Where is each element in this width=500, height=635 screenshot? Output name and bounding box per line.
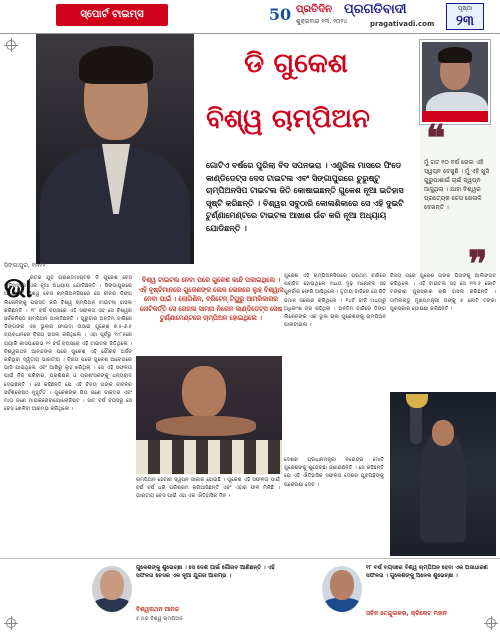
reaction-1-text: ଗୁକେଶଙ୍କୁ ଶୁଭେଚ୍ଛା । ସେ ଦେଶ ପାଇଁ ଗୌରବ ଆଣିଛନ୍ତି । ଏହି ସଫଳତା ଚେସର ଏକ ନୂଆ ଯୁଗର ଆରମ୍ଭ । (136, 565, 275, 580)
reaction-photo-2 (322, 566, 362, 612)
player-face-shape (432, 420, 454, 446)
registration-mark-icon (486, 618, 496, 628)
deck-summary: ଗୋଟିଏ ବର୍ଷରେ ପୁରିଲା ବିଦ ସପନଭରା । ଏଣ୍ଟ୍ରିଲ ମାସରେ ଫିଡେ କାଣ୍ଡିଡେଟ୍ସ ଦେସ ଟାଇଟଲ ଏବଂ ସିଙ୍ଗାପୁରରେ ଚୁରୁଷ୍ଟୁ ଚାମ୍ପିଅନସିପ ଟାଇଟଲ ଜିତି କୋଷାଇଛନ୍ତି ଗୁକେଶ ନୂଆ ଇତିହାସ ସୃଷ୍ଟି କରିଛନ୍ତି । ବିଶ୍ୱର ସବୁଠାରି କୋଳାଶିକାରେ ସେ ଏହି ଦୁଇଟି ଟୁର୍ଣ୍ଣାମେଣ୍ଟରେ ଟାଇଟଲ ଆଖାଶ ଉଁଚ କରି ନୂଆ ଅଧ୍ୟାୟ ଯୋଡିଛନ୍ତି । (206, 161, 404, 233)
logo-part1: ପ୍ରତିଦିନ (296, 4, 332, 15)
body-column-1: ରତର ଯୁବ ଗ୍ରାଣ୍ଡମାଷ୍ଟର ଡି ଗୁକେଶ ଚେସ ଇତିହାସରେ ଏକ ନୂଆ ଅଧ୍ୟାୟ ଯୋଡିଛନ୍ତି । ସିଙ୍ଗାପୁରରେ ଆୟୋଜିତ ବିଶ୍ୱ ଚେସ ଚାମ୍ପିଅନସିପରେ ସେ ଚୀନର ଡିଙ୍ଗ ଲିରେନଙ୍କୁ ପରାସ୍ତ କରି ବିଶ୍ୱ ଚାମ୍ପିଅନ ଟାଇଟଲ ହାସଲ କରିଛନ୍ତି । ୧୮ ବର୍ଷ ବୟସରେ ଏହି ସଫଳତା ସହ ସେ ବିଶ୍ୱର ସର୍ବକନିଷ୍ଠ ଚାମ୍ପିଅନ ପାଲଟିଛନ୍ତି । ଗୁରୁବାର ଅନ୍ତିମ ବାଜିରେ ଡିଙ୍ଗଙ୍କ ଏକ ଭୁଲର ଫାଇଦା ଉଠାଇ ଗୁକେଶ ୭.୫-୬.୫ ବ୍ୟବଧାନରେ ବିଜୟ ହାସଲ କରିଥିଲେ । ଏହା ପୂର୍ବରୁ ୧୯୮୫ରେ ଗ୍ୟାରି କାସପାରୋଭ ୨୨ ବର୍ଷ ବୟସରେ ଏହି ଟାଇଟଲ ଜିତିଥିଲେ । ବିଶ୍ୱନାଥନ ଆନନ୍ଦଙ୍କ ପରେ ଗୁକେଶ ଏହି ଗୌରବ ଅର୍ଜନ କରିଥିବା ଦ୍ୱିତୀୟ ଭାରତୀୟ । ବିଜୟ ପରେ ଗୁକେଶ ଆବେଗରେ ଭାସି ଯାଇଥିଲେ ଏବଂ ଆଖିରୁ ଲୁହ ଝରିଥିଲା । ସେ ଏହି ସଫଳତା ପାଇଁ ନିଜ ପରିବାର, ପ୍ରଶିକ୍ଷକ ଓ ପ୍ରଶଂସକଙ୍କୁ ଧନ୍ୟବାଦ ଦେଇଛନ୍ତି । ସେ କହିଛନ୍ତି ଯେ ଏହି ବିଜୟ ତାଙ୍କ ଜୀବନର ସର୍ବଶ୍ରେଷ୍ଠ ମୁହୂର୍ତ୍ତ । ଗୁକେଶଙ୍କ ପିତା ଜଣେ ଡାକ୍ତର ଏବଂ ମାତା ଜଣେ ମାଇକ୍ରୋବାୟୋଲୋଜିଷ୍ଟ । ସାତ ବର୍ଷ ବୟସରୁ ସେ ଚେସ ଖେଳିବା ଆରମ୍ଭ କରିଥିଲେ । (4, 275, 132, 413)
reaction-1-cloth-shape (92, 598, 132, 612)
registration-mark-icon (6, 40, 16, 50)
reaction-photo-1 (92, 566, 132, 612)
body-column-4a: ବିଜୟ ପରେ ଗୁକେଶ ତାଙ୍କ ପିତାଙ୍କୁ ଆଲିଙ୍ଗନ କରିଥିଲେ । ଏହି ଟାଇଟଲ ସହ ସେ ୧୩.୫ କୋଟି ଟଙ୍କାର ପୁରସ୍କାର ରାଶି ହାସଲ କରିଛନ୍ତି । ତାମିଲନାଡୁ ମୁଖ୍ୟମନ୍ତ୍ରୀ ତାଙ୍କୁ ୫ କୋଟି ଟଙ୍କା ପୁରସ୍କାର ଘୋଷଣା କରିଛନ୍ତି । (390, 273, 496, 312)
inset-hair-shape (438, 47, 472, 63)
inset-photo (420, 40, 490, 124)
trophy-celebration-photo (390, 392, 496, 556)
registration-mark-icon (6, 618, 16, 628)
reaction-1-face-shape (100, 570, 124, 600)
publication-date: ଶୁକ୍ରବାର ୧୩, ୨୦୨୪ (296, 18, 348, 25)
trophy-icon (406, 394, 428, 408)
player-hands-shape (156, 416, 256, 436)
anniversary-badge: 50 (268, 5, 292, 24)
body-column-mid: ଚାମ୍ପିଅନ ହେବାର ସ୍ୱପ୍ନ ସାକାର ହୋଇଛି । ଗୁକେଶ ଏହି ସଫଳତା ପାଇଁ ବର୍ଷ ବର୍ଷ ଧରି ପରିଶ୍ରମ କରିଆସିଛନ୍ତି ଏବଂ ଏହାର ଫଳ ମିଳିଛି । ଭାରତୀୟ ଚେସ ପାଇଁ ଏହା ଏକ ଐତିହାସିକ ଦିନ । (136, 477, 280, 500)
callout-text: ବିଶ୍ୱ ଟାଇଟଲ ନେବା ପରେ ଗୁକେଶ କାନ୍ଦି ପକାଇଥିଲେ । ଏହି ବୃଷ୍ଟିମାନରେ ଗୁକେଶଙ୍କ ଲେଳ ଲେଳରେ ଲୁହ ବିଶ୍ୱାସ ନେବା ପାଇଁ । ଲୋଗିଶିନ, ବ୍ରିଟେନ୍ ଟିୟୁରୁ ଆମରିକାରର ନୋଟିକର୍ତ୍ତି ସେ ରେଜଲ ସାମନା ନିରେନ କାଣ୍ଡିଡେଟ୍ସ ସେଷ ଟୁର୍ଣ୍ଣାମେଣ୍ଟରେ ଚାମ୍ପିଅନ ହୋଇଥିଲେ । (138, 276, 284, 323)
reaction-2-name: ସଚିନ ତେନ୍ଦୁଲକର, କ୍ରିକେଟ ମହାନ (366, 610, 447, 617)
headline-line-2: ବିଶ୍ୱ ଚାମ୍ପିଅନ (206, 104, 370, 134)
hero-portrait-photo (36, 34, 194, 264)
reaction-2-face-shape (330, 570, 354, 600)
player-head-shape (182, 366, 226, 418)
dateline: ସିଙ୍ଗାପୁର, ୧୨ା୧୨ (4, 262, 46, 269)
page-number-box (446, 3, 484, 30)
masthead (0, 0, 500, 34)
website-url[interactable]: pragativadi.com (370, 20, 435, 28)
page-number: ୨୩ (456, 13, 474, 29)
chess-game-photo (136, 356, 282, 474)
page-label: ପୃଷ୍ଠା (457, 5, 473, 12)
body-column-3a: ଗୁକେଶ ଏହି ଚାମ୍ପିଅନସିପରେ ପ୍ରଥମ ବାଜିରେ ପରାଜିତ ହୋଇଥିଲେ ମଧ୍ୟ ଦୃଢ଼ ମନୋବଳ ସହ ପୁନର୍ବାର ଫେରି ଆସିଥିଲେ । ତୃତୀୟ ବାଜିରେ ସେ ଜିତି ସମାନ ସ୍କୋର କରିଥିଲେ । ୧୪ଟି ବାଜି ମଧ୍ୟରୁ ଅଧିକାଂଶ ଡ୍ର ରହିଥିଲା । ଅନ୍ତିମ ବାଜିରେ ଡିଙ୍ଗ ଲିରେନଙ୍କ ଏକ ଭୁଲ ଚାଲ ଗୁକେଶଙ୍କୁ ଚାମ୍ପିଅନ ପାଲଟାଇଲା । (284, 273, 386, 329)
newspaper-logo: ପ୍ରଗତିବାଦୀ (344, 2, 407, 17)
reaction-2-cloth-shape (322, 598, 362, 612)
dropcap: ଭା (4, 271, 33, 304)
open-quote-icon: ❝ (426, 117, 446, 159)
reaction-1-name: ବିଶ୍ୱନାଥନ ଆନନ୍ଦ (136, 606, 180, 613)
close-quote-icon: ❞ (468, 243, 488, 285)
headline-line-1: ଡି ଗୁକେଶ (244, 48, 348, 79)
player-body-shape (420, 432, 466, 542)
hair-shape (79, 46, 153, 84)
pull-quote: ମୁଁ ଗତ ୧୦ ବର୍ଷ ରେଲ ଏହି ସ୍ୱପ୍ନ ଦେଖୁଛି । ମୁଁ ଏହି ଖୁସି ଗୁରୁପାଶାଇଁ ଚାଇଁ ସ୍ୱପ୍ନ ଆସୁଥିଲା । ଯାହା ବିଶ୍ୱର ପ୍ରତ୍ୟେକ ଚେସ ଖେଳାଳି ଦେଖନ୍ତି । (424, 159, 490, 211)
chessboard-shape (136, 440, 282, 474)
reaction-2-text: ୧୮ ବର୍ଷ ବୟସରେ ବିଶ୍ୱ ଚାମ୍ପିଅନ ହେବା ଏକ ଅସାଧାରଣ ସଫଳତା । ଗୁକେଶଙ୍କୁ ଅନେକ ଶୁଭେଚ୍ଛା । (366, 565, 488, 580)
reaction-1-role: ୫ ଥର ବିଶ୍ୱ ଚାମ୍ପିଅନ (136, 616, 183, 622)
body-column-3b: ଦେଶର ପ୍ରଧାନମନ୍ତ୍ରୀ ନରେନ୍ଦ୍ର ମୋଦି ଗୁକେଶଙ୍କୁ ଶୁଭେଚ୍ଛା ଜଣାଇଛନ୍ତି । ସେ କହିଛନ୍ତି ଯେ ଏହି ଐତିହାସିକ ସଫଳତା ଦେଶର ଯୁବପିଢ଼ିଙ୍କୁ ପ୍ରେରଣା ଦେବ । (284, 457, 384, 488)
section-tag: ସ୍ପୋର୍ଟ ଟାଇମ୍ସ (56, 4, 168, 26)
